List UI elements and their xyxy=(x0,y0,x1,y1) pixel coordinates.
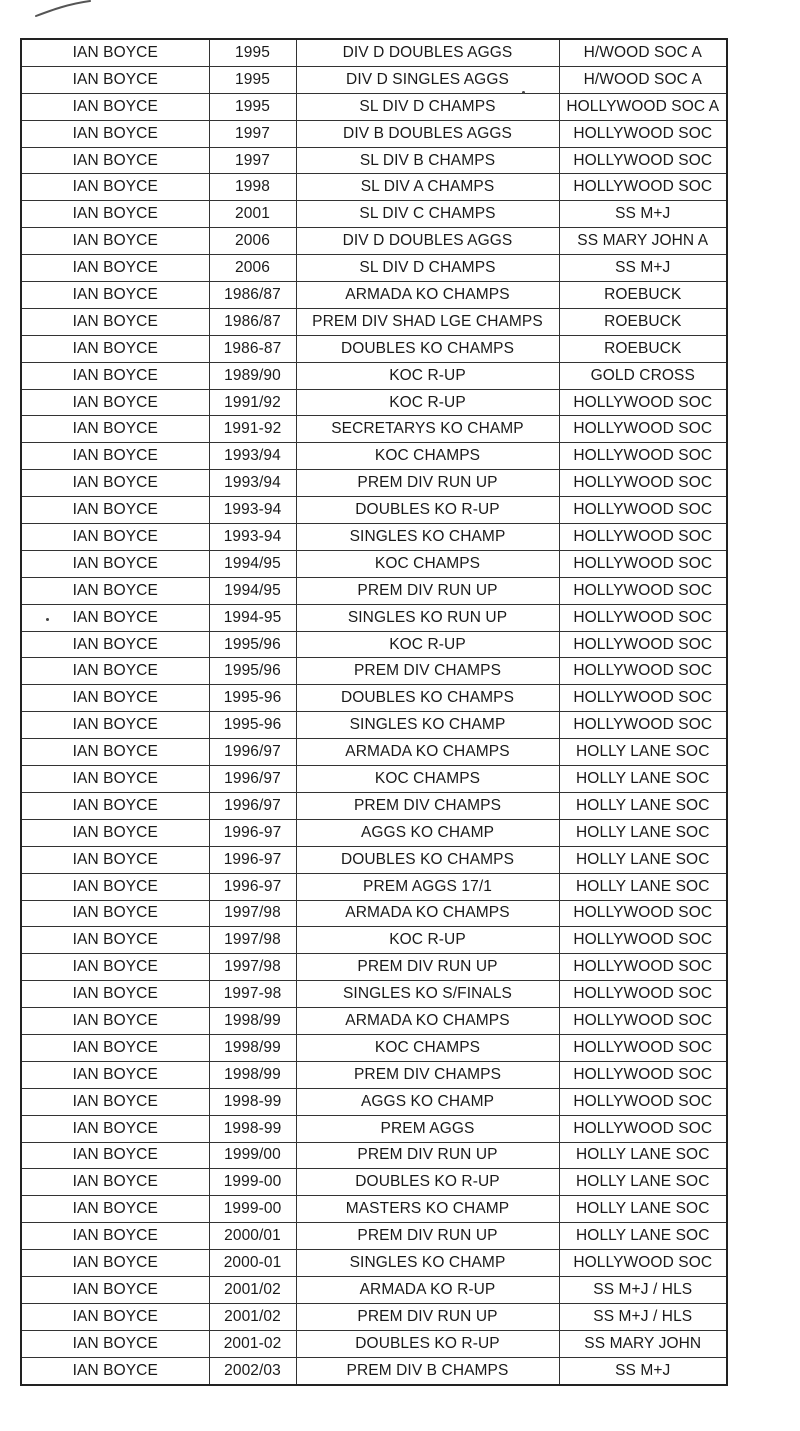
player-name-cell: IAN BOYCE xyxy=(21,1276,209,1303)
player-name-cell: IAN BOYCE xyxy=(21,927,209,954)
club-cell: HOLLYWOOD SOC xyxy=(559,174,727,201)
season-cell: 1998/99 xyxy=(209,1008,296,1035)
table-row xyxy=(21,228,727,255)
season-cell: 2001/02 xyxy=(209,1276,296,1303)
table-row xyxy=(21,66,727,93)
event-cell: ARMADA KO R-UP xyxy=(296,1276,559,1303)
season-cell: 1997-98 xyxy=(209,981,296,1008)
club-cell: HOLLY LANE SOC xyxy=(559,1196,727,1223)
club-cell: HOLLY LANE SOC xyxy=(559,1142,727,1169)
season-cell: 1997 xyxy=(209,120,296,147)
club-cell: HOLLYWOOD SOC xyxy=(559,1250,727,1277)
player-name-cell: IAN BOYCE xyxy=(21,282,209,309)
event-cell: DIV D DOUBLES AGGS xyxy=(296,39,559,66)
club-cell: HOLLYWOOD SOC xyxy=(559,981,727,1008)
table-row xyxy=(21,308,727,335)
season-cell: 1996/97 xyxy=(209,766,296,793)
club-cell: HOLLYWOOD SOC xyxy=(559,1115,727,1142)
table-row xyxy=(21,282,727,309)
season-cell: 1995 xyxy=(209,93,296,120)
club-cell: HOLLY LANE SOC xyxy=(559,792,727,819)
event-cell: ARMADA KO CHAMPS xyxy=(296,739,559,766)
club-cell: SS M+J xyxy=(559,201,727,228)
player-name-cell: IAN BOYCE xyxy=(21,255,209,282)
event-cell: SINGLES KO RUN UP xyxy=(296,604,559,631)
event-cell: DOUBLES KO CHAMPS xyxy=(296,335,559,362)
player-name-cell: IAN BOYCE xyxy=(21,201,209,228)
player-name-cell: IAN BOYCE xyxy=(21,147,209,174)
event-cell: MASTERS KO CHAMP xyxy=(296,1196,559,1223)
player-name-cell: IAN BOYCE xyxy=(21,739,209,766)
table-row xyxy=(21,362,727,389)
club-cell: HOLLYWOOD SOC xyxy=(559,631,727,658)
club-cell: ROEBUCK xyxy=(559,335,727,362)
season-cell: 1996-97 xyxy=(209,873,296,900)
event-cell: SL DIV B CHAMPS xyxy=(296,147,559,174)
club-cell: H/WOOD SOC A xyxy=(559,39,727,66)
event-cell: KOC CHAMPS xyxy=(296,550,559,577)
table-row xyxy=(21,685,727,712)
club-cell: HOLLYWOOD SOC xyxy=(559,1088,727,1115)
event-cell: DOUBLES KO R-UP xyxy=(296,1169,559,1196)
club-cell: HOLLY LANE SOC xyxy=(559,1169,727,1196)
season-cell: 1993-94 xyxy=(209,524,296,551)
season-cell: 1995/96 xyxy=(209,658,296,685)
table-row xyxy=(21,93,727,120)
player-name-cell: IAN BOYCE xyxy=(21,443,209,470)
club-cell: HOLLY LANE SOC xyxy=(559,766,727,793)
club-cell: SS M+J / HLS xyxy=(559,1303,727,1330)
table-row xyxy=(21,900,727,927)
table-row xyxy=(21,846,727,873)
player-name-cell: IAN BOYCE xyxy=(21,550,209,577)
table-row xyxy=(21,1061,727,1088)
event-cell: SINGLES KO S/FINALS xyxy=(296,981,559,1008)
event-cell: KOC R-UP xyxy=(296,927,559,954)
event-cell: PREM DIV RUN UP xyxy=(296,1303,559,1330)
season-cell: 1998/99 xyxy=(209,1034,296,1061)
table-row xyxy=(21,1088,727,1115)
table-row xyxy=(21,39,727,66)
table-row xyxy=(21,604,727,631)
club-cell: HOLLY LANE SOC xyxy=(559,819,727,846)
club-cell: HOLLYWOOD SOC xyxy=(559,550,727,577)
player-name-cell: IAN BOYCE xyxy=(21,766,209,793)
table-row xyxy=(21,120,727,147)
event-cell: SINGLES KO CHAMP xyxy=(296,1250,559,1277)
season-cell: 1998/99 xyxy=(209,1061,296,1088)
season-cell: 2001/02 xyxy=(209,1303,296,1330)
table-row xyxy=(21,766,727,793)
event-cell: KOC CHAMPS xyxy=(296,1034,559,1061)
season-cell: 1991-92 xyxy=(209,416,296,443)
event-cell: DOUBLES KO CHAMPS xyxy=(296,685,559,712)
event-cell: SL DIV D CHAMPS xyxy=(296,255,559,282)
season-cell: 1999/00 xyxy=(209,1142,296,1169)
season-cell: 2002/03 xyxy=(209,1357,296,1384)
table-row xyxy=(21,712,727,739)
table-row xyxy=(21,577,727,604)
table-row xyxy=(21,1223,727,1250)
table-row xyxy=(21,1142,727,1169)
player-name-cell: IAN BOYCE xyxy=(21,577,209,604)
player-name-cell: IAN BOYCE xyxy=(21,39,209,66)
table-row xyxy=(21,1169,727,1196)
event-cell: PREM DIV RUN UP xyxy=(296,1142,559,1169)
club-cell: HOLLYWOOD SOC xyxy=(559,470,727,497)
event-cell: SL DIV C CHAMPS xyxy=(296,201,559,228)
player-name-cell: IAN BOYCE xyxy=(21,1061,209,1088)
table-row xyxy=(21,1196,727,1223)
event-cell: ARMADA KO CHAMPS xyxy=(296,282,559,309)
club-cell: HOLLYWOOD SOC A xyxy=(559,93,727,120)
player-name-cell: IAN BOYCE xyxy=(21,362,209,389)
season-cell: 1997/98 xyxy=(209,927,296,954)
player-name-cell: IAN BOYCE xyxy=(21,712,209,739)
table-row xyxy=(21,174,727,201)
player-name-cell: IAN BOYCE xyxy=(21,1008,209,1035)
event-cell: AGGS KO CHAMP xyxy=(296,819,559,846)
player-name-cell: IAN BOYCE xyxy=(21,1330,209,1357)
season-cell: 2001-02 xyxy=(209,1330,296,1357)
club-cell: HOLLYWOOD SOC xyxy=(559,416,727,443)
event-cell: DIV D SINGLES AGGS xyxy=(296,66,559,93)
table-row xyxy=(21,335,727,362)
table-row xyxy=(21,497,727,524)
player-name-cell: IAN BOYCE xyxy=(21,981,209,1008)
club-cell: SS M+J xyxy=(559,255,727,282)
player-name-cell: IAN BOYCE xyxy=(21,93,209,120)
season-cell: 1986/87 xyxy=(209,308,296,335)
table-row xyxy=(21,981,727,1008)
club-cell: HOLLY LANE SOC xyxy=(559,873,727,900)
club-cell: HOLLYWOOD SOC xyxy=(559,1061,727,1088)
scan-speck xyxy=(522,91,525,94)
table-row xyxy=(21,954,727,981)
season-cell: 1996-97 xyxy=(209,819,296,846)
player-name-cell: IAN BOYCE xyxy=(21,335,209,362)
player-name-cell: IAN BOYCE xyxy=(21,900,209,927)
club-cell: ROEBUCK xyxy=(559,282,727,309)
player-name-cell: IAN BOYCE xyxy=(21,66,209,93)
table-row xyxy=(21,147,727,174)
club-cell: SS MARY JOHN A xyxy=(559,228,727,255)
season-cell: 2006 xyxy=(209,255,296,282)
player-name-cell: IAN BOYCE xyxy=(21,792,209,819)
club-cell: HOLLYWOOD SOC xyxy=(559,497,727,524)
player-name-cell: IAN BOYCE xyxy=(21,873,209,900)
club-cell: HOLLY LANE SOC xyxy=(559,846,727,873)
season-cell: 1998-99 xyxy=(209,1115,296,1142)
season-cell: 2000-01 xyxy=(209,1250,296,1277)
club-cell: SS M+J / HLS xyxy=(559,1276,727,1303)
club-cell: HOLLYWOOD SOC xyxy=(559,147,727,174)
event-cell: PREM AGGS 17/1 xyxy=(296,873,559,900)
club-cell: HOLLYWOOD SOC xyxy=(559,1034,727,1061)
event-cell: SL DIV A CHAMPS xyxy=(296,174,559,201)
season-cell: 1997/98 xyxy=(209,954,296,981)
season-cell: 2000/01 xyxy=(209,1223,296,1250)
table-row xyxy=(21,792,727,819)
club-cell: HOLLYWOOD SOC xyxy=(559,685,727,712)
event-cell: PREM DIV CHAMPS xyxy=(296,792,559,819)
season-cell: 1995/96 xyxy=(209,631,296,658)
season-cell: 1995 xyxy=(209,39,296,66)
event-cell: PREM DIV B CHAMPS xyxy=(296,1357,559,1384)
table-row xyxy=(21,470,727,497)
player-name-cell: IAN BOYCE xyxy=(21,308,209,335)
season-cell: 1993/94 xyxy=(209,470,296,497)
event-cell: AGGS KO CHAMP xyxy=(296,1088,559,1115)
event-cell: PREM DIV CHAMPS xyxy=(296,1061,559,1088)
club-cell: HOLLYWOOD SOC xyxy=(559,927,727,954)
scan-speck xyxy=(46,618,49,621)
club-cell: SS M+J xyxy=(559,1357,727,1384)
club-cell: HOLLY LANE SOC xyxy=(559,739,727,766)
event-cell: SL DIV D CHAMPS xyxy=(296,93,559,120)
player-name-cell: IAN BOYCE xyxy=(21,1169,209,1196)
season-cell: 1995-96 xyxy=(209,712,296,739)
player-name-cell: IAN BOYCE xyxy=(21,1088,209,1115)
table-row xyxy=(21,927,727,954)
table-row xyxy=(21,550,727,577)
club-cell: HOLLYWOOD SOC xyxy=(559,443,727,470)
player-name-cell: IAN BOYCE xyxy=(21,120,209,147)
event-cell: PREM DIV RUN UP xyxy=(296,577,559,604)
club-cell: HOLLYWOOD SOC xyxy=(559,954,727,981)
club-cell: HOLLYWOOD SOC xyxy=(559,120,727,147)
club-cell: HOLLYWOOD SOC xyxy=(559,524,727,551)
season-cell: 1993-94 xyxy=(209,497,296,524)
club-cell: HOLLYWOOD SOC xyxy=(559,604,727,631)
player-name-cell: IAN BOYCE xyxy=(21,1196,209,1223)
event-cell: SECRETARYS KO CHAMP xyxy=(296,416,559,443)
table-row xyxy=(21,1115,727,1142)
table-row xyxy=(21,1357,727,1384)
event-cell: ARMADA KO CHAMPS xyxy=(296,1008,559,1035)
event-cell: PREM DIV RUN UP xyxy=(296,954,559,981)
results-table xyxy=(20,38,728,1386)
player-name-cell: IAN BOYCE xyxy=(21,416,209,443)
club-cell: HOLLYWOOD SOC xyxy=(559,577,727,604)
player-name-cell: IAN BOYCE xyxy=(21,685,209,712)
club-cell: SS MARY JOHN xyxy=(559,1330,727,1357)
season-cell: 1998 xyxy=(209,174,296,201)
player-name-cell: IAN BOYCE xyxy=(21,631,209,658)
player-name-cell: IAN BOYCE xyxy=(21,954,209,981)
table-row xyxy=(21,819,727,846)
table-row xyxy=(21,631,727,658)
season-cell: 1995-96 xyxy=(209,685,296,712)
season-cell: 1994/95 xyxy=(209,577,296,604)
event-cell: KOC R-UP xyxy=(296,389,559,416)
event-cell: DOUBLES KO R-UP xyxy=(296,497,559,524)
season-cell: 1996-97 xyxy=(209,846,296,873)
table-row xyxy=(21,524,727,551)
season-cell: 1993/94 xyxy=(209,443,296,470)
table-row xyxy=(21,416,727,443)
club-cell: HOLLYWOOD SOC xyxy=(559,712,727,739)
season-cell: 1999-00 xyxy=(209,1196,296,1223)
season-cell: 1999-00 xyxy=(209,1169,296,1196)
player-name-cell: IAN BOYCE xyxy=(21,604,209,631)
player-name-cell: IAN BOYCE xyxy=(21,1142,209,1169)
player-name-cell: IAN BOYCE xyxy=(21,524,209,551)
player-name-cell: IAN BOYCE xyxy=(21,1115,209,1142)
season-cell: 1997 xyxy=(209,147,296,174)
season-cell: 1989/90 xyxy=(209,362,296,389)
event-cell: SINGLES KO CHAMP xyxy=(296,524,559,551)
season-cell: 1997/98 xyxy=(209,900,296,927)
club-cell: HOLLYWOOD SOC xyxy=(559,658,727,685)
event-cell: KOC R-UP xyxy=(296,631,559,658)
pen-stroke-mark xyxy=(34,0,94,20)
season-cell: 1995 xyxy=(209,66,296,93)
results-table-body xyxy=(21,39,727,1385)
event-cell: DIV D DOUBLES AGGS xyxy=(296,228,559,255)
player-name-cell: IAN BOYCE xyxy=(21,228,209,255)
event-cell: DIV B DOUBLES AGGS xyxy=(296,120,559,147)
season-cell: 1996/97 xyxy=(209,792,296,819)
table-row xyxy=(21,1008,727,1035)
club-cell: HOLLYWOOD SOC xyxy=(559,389,727,416)
season-cell: 2001 xyxy=(209,201,296,228)
player-name-cell: IAN BOYCE xyxy=(21,1034,209,1061)
table-row xyxy=(21,201,727,228)
player-name-cell: IAN BOYCE xyxy=(21,658,209,685)
table-row xyxy=(21,443,727,470)
table-row xyxy=(21,1034,727,1061)
player-name-cell: IAN BOYCE xyxy=(21,389,209,416)
table-row xyxy=(21,739,727,766)
season-cell: 1986-87 xyxy=(209,335,296,362)
table-row xyxy=(21,255,727,282)
table-row xyxy=(21,1303,727,1330)
season-cell: 1994-95 xyxy=(209,604,296,631)
table-row xyxy=(21,1276,727,1303)
club-cell: GOLD CROSS xyxy=(559,362,727,389)
event-cell: PREM DIV RUN UP xyxy=(296,1223,559,1250)
season-cell: 1998-99 xyxy=(209,1088,296,1115)
club-cell: HOLLYWOOD SOC xyxy=(559,900,727,927)
player-name-cell: IAN BOYCE xyxy=(21,1223,209,1250)
season-cell: 1994/95 xyxy=(209,550,296,577)
event-cell: PREM AGGS xyxy=(296,1115,559,1142)
event-cell: PREM DIV CHAMPS xyxy=(296,658,559,685)
event-cell: PREM DIV RUN UP xyxy=(296,470,559,497)
table-row xyxy=(21,1250,727,1277)
season-cell: 2006 xyxy=(209,228,296,255)
event-cell: KOC CHAMPS xyxy=(296,443,559,470)
player-name-cell: IAN BOYCE xyxy=(21,1357,209,1384)
event-cell: SINGLES KO CHAMP xyxy=(296,712,559,739)
player-name-cell: IAN BOYCE xyxy=(21,497,209,524)
table-row xyxy=(21,389,727,416)
club-cell: HOLLY LANE SOC xyxy=(559,1223,727,1250)
event-cell: KOC CHAMPS xyxy=(296,766,559,793)
player-name-cell: IAN BOYCE xyxy=(21,1250,209,1277)
event-cell: DOUBLES KO R-UP xyxy=(296,1330,559,1357)
season-cell: 1991/92 xyxy=(209,389,296,416)
event-cell: ARMADA KO CHAMPS xyxy=(296,900,559,927)
player-name-cell: IAN BOYCE xyxy=(21,470,209,497)
season-cell: 1986/87 xyxy=(209,282,296,309)
table-row xyxy=(21,1330,727,1357)
player-name-cell: IAN BOYCE xyxy=(21,1303,209,1330)
season-cell: 1996/97 xyxy=(209,739,296,766)
table-row xyxy=(21,658,727,685)
player-name-cell: IAN BOYCE xyxy=(21,819,209,846)
event-cell: PREM DIV SHAD LGE CHAMPS xyxy=(296,308,559,335)
event-cell: KOC R-UP xyxy=(296,362,559,389)
event-cell: DOUBLES KO CHAMPS xyxy=(296,846,559,873)
player-name-cell: IAN BOYCE xyxy=(21,174,209,201)
club-cell: HOLLYWOOD SOC xyxy=(559,1008,727,1035)
club-cell: ROEBUCK xyxy=(559,308,727,335)
club-cell: H/WOOD SOC A xyxy=(559,66,727,93)
player-name-cell: IAN BOYCE xyxy=(21,846,209,873)
table-row xyxy=(21,873,727,900)
